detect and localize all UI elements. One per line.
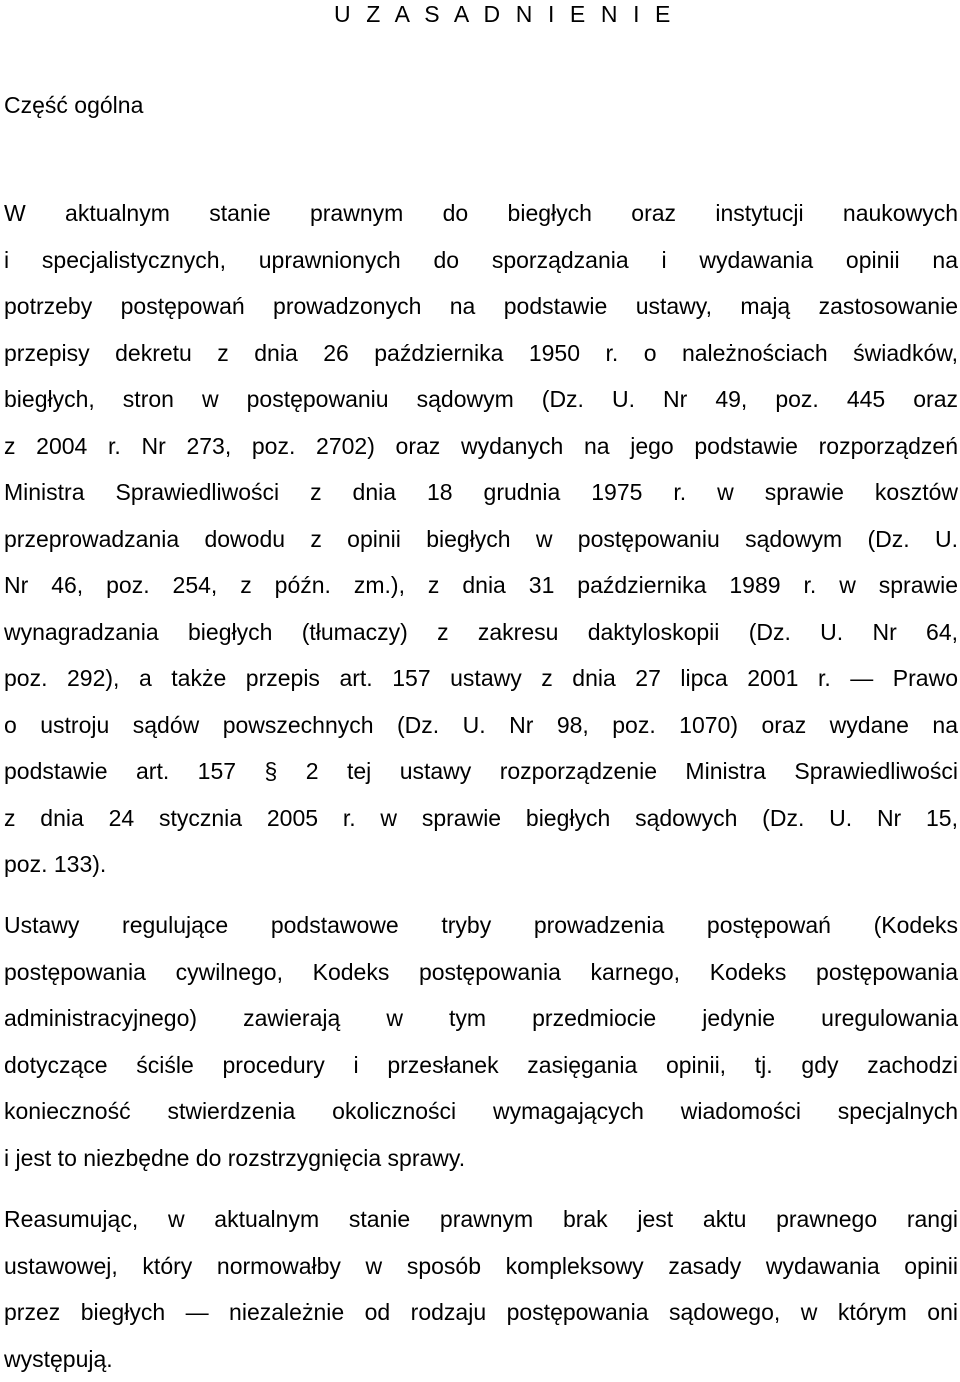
paragraph-line: przeprowadzania dowodu z opinii biegłych w postępowaniu sądowym (Dz. U. (4, 516, 958, 563)
paragraph-2 (4, 902, 958, 1181)
paragraph-line: występują. (4, 1336, 958, 1382)
paragraph-3 (4, 1196, 958, 1382)
paragraph-line: Nr 46, poz. 254, z późn. zm.), z dnia 31 października 1989 r. w sprawie (4, 562, 958, 609)
paragraph-line: ustawowej, który normowałby w sposób kompleksowy zasady wydawania opinii (4, 1243, 958, 1290)
paragraph-line: Reasumując, w aktualnym stanie prawnym brak jest aktu prawnego rangi (4, 1196, 958, 1243)
paragraph-line: potrzeby postępowań prowadzonych na podstawie ustawy, mają zastosowanie (4, 283, 958, 330)
paragraph-line: z dnia 24 stycznia 2005 r. w sprawie biegłych sądowych (Dz. U. Nr 15, (4, 795, 958, 842)
paragraph-line: biegłych, stron w postępowaniu sądowym (Dz. U. Nr 49, poz. 445 oraz (4, 376, 958, 423)
paragraph-line: i jest to niezbędne do rozstrzygnięcia sprawy. (4, 1135, 958, 1182)
paragraph-line: W aktualnym stanie prawnym do biegłych oraz instytucji naukowych (4, 190, 958, 237)
paragraph-line: przepisy dekretu z dnia 26 października 1950 r. o należnościach świadków, (4, 330, 958, 377)
paragraph-line: poz. 292), a także przepis art. 157 ustawy z dnia 27 lipca 2001 r. ― Prawo (4, 655, 958, 702)
paragraph-line: wynagradzania biegłych (tłumaczy) z zakresu daktyloskopii (Dz. U. Nr 64, (4, 609, 958, 656)
paragraph-line: konieczność stwierdzenia okoliczności wymagających wiadomości specjalnych (4, 1088, 958, 1135)
paragraph-line: Ministra Sprawiedliwości z dnia 18 grudnia 1975 r. w sprawie kosztów (4, 469, 958, 516)
paragraph-line: postępowania cywilnego, Kodeks postępowania karnego, Kodeks postępowania (4, 949, 958, 996)
paragraph-1 (4, 190, 958, 888)
paragraph-line: o ustroju sądów powszechnych (Dz. U. Nr 98, poz. 1070) oraz wydane na (4, 702, 958, 749)
paragraph-line: podstawie art. 157 § 2 tej ustawy rozporządzenie Ministra Sprawiedliwości (4, 748, 958, 795)
paragraph-line: Ustawy regulujące podstawowe tryby prowadzenia postępowań (Kodeks (4, 902, 958, 949)
paragraph-line: przez biegłych ― niezależnie od rodzaju postępowania sądowego, w którym oni (4, 1289, 958, 1336)
paragraph-line: i specjalistycznych, uprawnionych do sporządzania i wydawania opinii na (4, 237, 958, 284)
paragraph-line: administracyjnego) zawierają w tym przedmiocie jedynie uregulowania (4, 995, 958, 1042)
paragraph-line: dotyczące ściśle procedury i przesłanek zasięgania opinii, tj. gdy zachodzi (4, 1042, 958, 1089)
paragraph-line: poz. 133). (4, 841, 958, 888)
section-heading: Część ogólna (4, 91, 143, 119)
document-title: U Z A S A D N I E N I E (334, 0, 675, 28)
paragraph-line: z 2004 r. Nr 273, poz. 2702) oraz wydanych na jego podstawie rozporządzeń (4, 423, 958, 470)
